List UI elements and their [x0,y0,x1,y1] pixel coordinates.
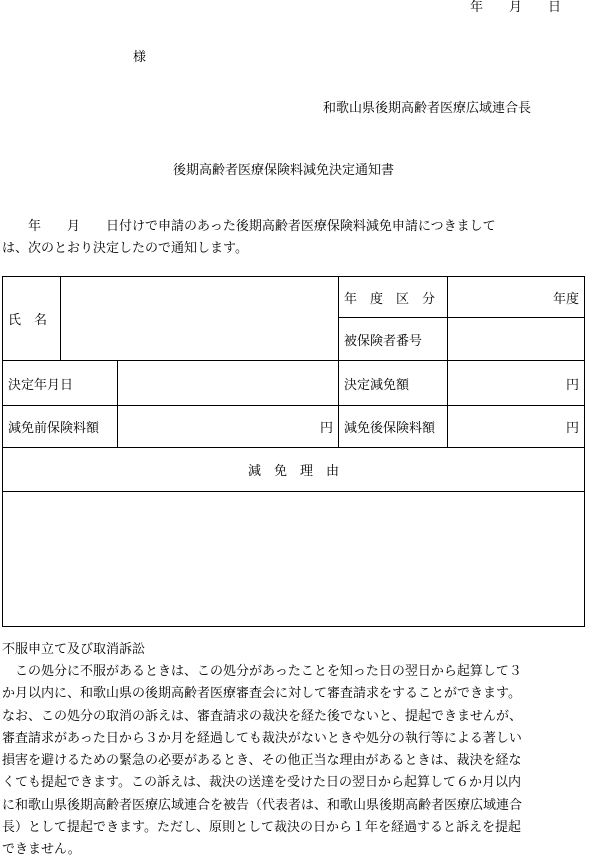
decision-date-label-cell: 決定年月日 [3,361,118,406]
table-row [3,448,585,492]
insured-number-label-cell: 被保険者番号 [339,318,448,361]
notice-line: 審査請求があった日から３か月を経過しても裁決がないときや処分の執行等による著しい [2,730,522,746]
notice-line: なお、この処分の取消の訴えは、審査請求の裁決を経た後でないと、提起できませんが、 [2,708,523,724]
intro-line: は、次のとおり決定したので通知します。 [2,241,248,256]
decision-date-value-cell [118,361,339,406]
table-row [3,361,585,406]
decision-amount-label-cell: 決定減免額 [339,361,448,406]
addressee-honorific: 様 [133,50,147,65]
table-row [3,277,585,318]
notice-line: か月以内に、和歌山県の後期高齢者医療審査会に対して審査請求をすることができます。 [2,686,521,702]
notice-line: に和歌山県後期高齢者医療広域連合を被告（代表者は、和歌山県後期高齢者医療広域連合 [2,797,523,813]
insured-number-value-cell [448,318,585,361]
intro-line: 年 月 日付けで申請のあった後期高齢者医療保険料減免申請につきまして [2,219,496,234]
document-title: 後期高齢者医療保険料減免決定通知書 [173,163,395,178]
notice-line: 長）として提起できます。ただし、原則として裁決の日から１年を経過すると訴えを提起 [2,820,521,836]
issuer-name: 和歌山県後期高齢者医療広域連合長 [323,101,532,116]
notice-line: この処分に不服があるときは、この処分があったことを知った日の翌日から起算して３ [2,664,522,679]
decision-amount-value-cell: 円 [448,361,585,406]
notice-title: 不服申立て及び取消訴訟 [2,642,146,657]
table-row [3,492,585,627]
after-amount-value-cell: 円 [448,406,585,448]
notice-paragraph [2,661,598,862]
date-line: 年 月 日 [470,0,562,15]
fiscal-year-value-cell: 年度 [448,277,585,318]
name-value-cell [61,277,339,361]
reason-value-cell [3,492,585,627]
table-row [3,406,585,448]
after-amount-label-cell: 減免後保険料額 [339,406,448,448]
fiscal-year-label-cell: 年 度 区 分 [339,277,448,318]
notice-line: できません。 [2,842,81,858]
intro-paragraph [2,216,598,260]
decision-form-table [2,276,585,627]
name-label-cell: 氏 名 [3,277,61,361]
before-amount-value-cell: 円 [118,406,339,448]
notice-line: 損害を避けるための緊急の必要があるとき、その他正当な理由があるときは、裁決を経な [2,753,522,769]
before-amount-label-cell: 減免前保険料額 [3,406,118,448]
notice-line: くても提起できます。この訴えは、裁決の送達を受けた日の翌日から起算して６か月以内 [2,775,521,791]
reason-label-cell: 減 免 理 由 [3,448,585,492]
